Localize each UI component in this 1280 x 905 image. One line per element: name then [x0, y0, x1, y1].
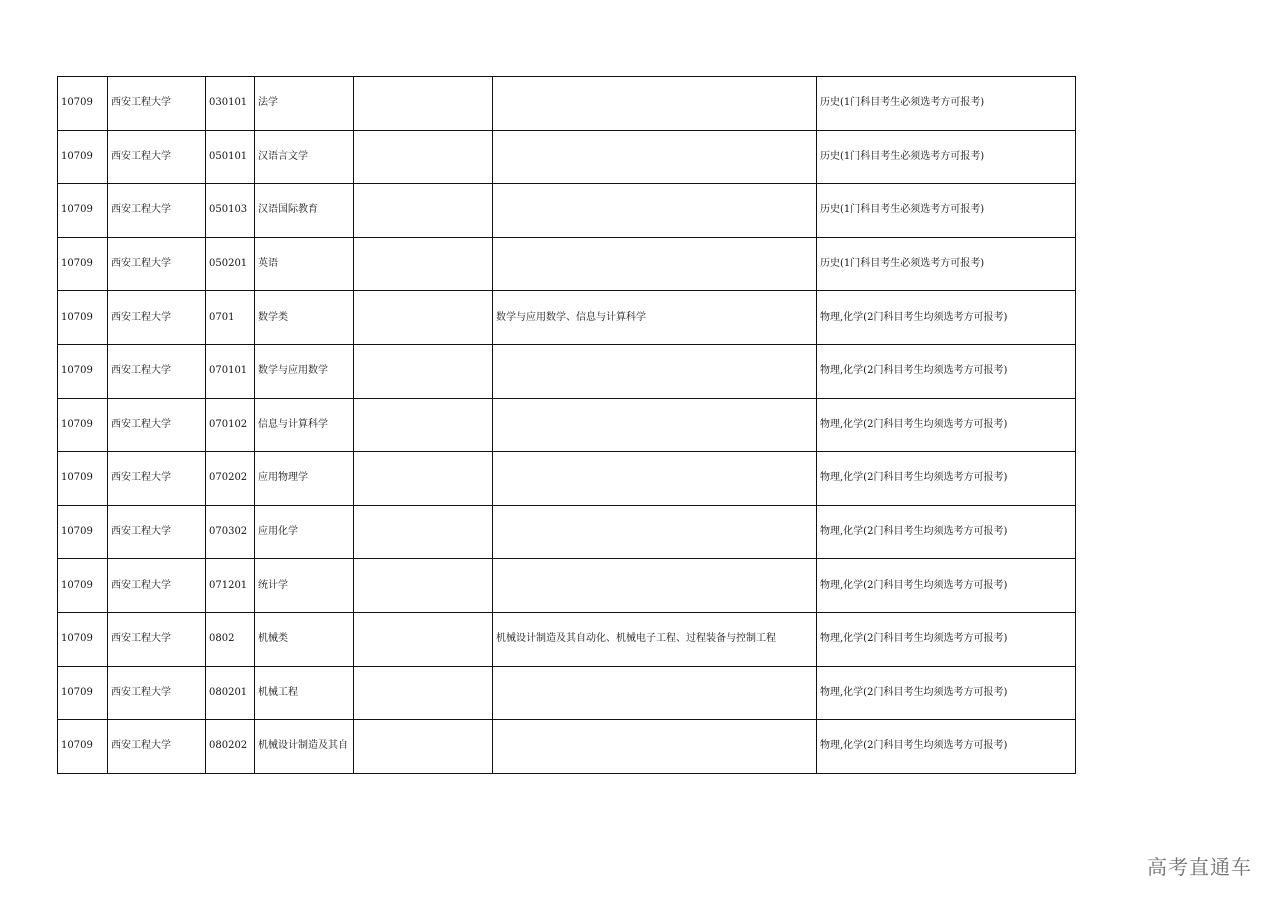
school-name-cell: 西安工程大学: [108, 612, 206, 666]
subject-requirement-cell: 物理,化学(2门科目考生均须选考方可报考): [817, 452, 1076, 506]
major-name-cell: 法学: [255, 77, 354, 131]
school-name-cell: 西安工程大学: [108, 130, 206, 184]
major-code-cell: 050101: [206, 130, 255, 184]
remark-cell: [354, 398, 493, 452]
major-name-cell: 应用化学: [255, 505, 354, 559]
major-name-cell: 信息与计算科学: [255, 398, 354, 452]
table-row: [58, 505, 1076, 559]
table-row: [58, 237, 1076, 291]
school-name-cell: 西安工程大学: [108, 720, 206, 774]
major-name-cell: 英语: [255, 237, 354, 291]
included-majors-cell: [493, 237, 817, 291]
table-row: [58, 291, 1076, 345]
included-majors-cell: [493, 398, 817, 452]
major-code-cell: 050103: [206, 184, 255, 238]
institution-code-cell: 10709: [58, 559, 108, 613]
school-name-cell: 西安工程大学: [108, 666, 206, 720]
subject-requirement-cell: 历史(1门科目考生必须选考方可报考): [817, 77, 1076, 131]
institution-code-cell: 10709: [58, 505, 108, 559]
included-majors-cell: [493, 184, 817, 238]
table-row: [58, 398, 1076, 452]
major-name-cell: 应用物理学: [255, 452, 354, 506]
remark-cell: [354, 666, 493, 720]
school-name-cell: 西安工程大学: [108, 237, 206, 291]
subject-requirements-table: [57, 76, 1076, 774]
included-majors-cell: [493, 559, 817, 613]
institution-code-cell: 10709: [58, 720, 108, 774]
subject-requirement-cell: 物理,化学(2门科目考生均须选考方可报考): [817, 612, 1076, 666]
remark-cell: [354, 559, 493, 613]
major-code-cell: 080202: [206, 720, 255, 774]
remark-cell: [354, 184, 493, 238]
table-body: [58, 77, 1076, 774]
subject-requirement-cell: 历史(1门科目考生必须选考方可报考): [817, 184, 1076, 238]
major-name-cell: 数学类: [255, 291, 354, 345]
school-name-cell: 西安工程大学: [108, 505, 206, 559]
school-name-cell: 西安工程大学: [108, 77, 206, 131]
remark-cell: [354, 505, 493, 559]
major-code-cell: 070101: [206, 344, 255, 398]
remark-cell: [354, 612, 493, 666]
major-name-cell: 汉语国际教育: [255, 184, 354, 238]
included-majors-cell: [493, 77, 817, 131]
subject-requirement-cell: 历史(1门科目考生必须选考方可报考): [817, 130, 1076, 184]
remark-cell: [354, 720, 493, 774]
included-majors-cell: 数学与应用数学、信息与计算科学: [493, 291, 817, 345]
institution-code-cell: 10709: [58, 612, 108, 666]
institution-code-cell: 10709: [58, 184, 108, 238]
included-majors-cell: [493, 452, 817, 506]
major-code-cell: 050201: [206, 237, 255, 291]
major-code-cell: 0802: [206, 612, 255, 666]
major-name-cell: 机械设计制造及其自: [255, 720, 354, 774]
major-code-cell: 070202: [206, 452, 255, 506]
table-row: [58, 612, 1076, 666]
subject-requirement-cell: 物理,化学(2门科目考生均须选考方可报考): [817, 559, 1076, 613]
major-code-cell: 070302: [206, 505, 255, 559]
table-row: [58, 77, 1076, 131]
major-name-cell: 机械工程: [255, 666, 354, 720]
major-name-cell: 汉语言文学: [255, 130, 354, 184]
major-code-cell: 070102: [206, 398, 255, 452]
institution-code-cell: 10709: [58, 130, 108, 184]
institution-code-cell: 10709: [58, 344, 108, 398]
included-majors-cell: [493, 720, 817, 774]
major-name-cell: 机械类: [255, 612, 354, 666]
included-majors-cell: [493, 130, 817, 184]
included-majors-cell: [493, 666, 817, 720]
institution-code-cell: 10709: [58, 237, 108, 291]
institution-code-cell: 10709: [58, 291, 108, 345]
school-name-cell: 西安工程大学: [108, 559, 206, 613]
included-majors-cell: [493, 344, 817, 398]
table-row: [58, 184, 1076, 238]
school-name-cell: 西安工程大学: [108, 184, 206, 238]
major-name-cell: 统计学: [255, 559, 354, 613]
table-row: [58, 344, 1076, 398]
subject-requirement-cell: 物理,化学(2门科目考生均须选考方可报考): [817, 666, 1076, 720]
included-majors-cell: 机械设计制造及其自动化、机械电子工程、过程装备与控制工程: [493, 612, 817, 666]
major-code-cell: 030101: [206, 77, 255, 131]
table-row: [58, 452, 1076, 506]
table-row: [58, 666, 1076, 720]
subject-requirement-cell: 物理,化学(2门科目考生均须选考方可报考): [817, 344, 1076, 398]
institution-code-cell: 10709: [58, 666, 108, 720]
school-name-cell: 西安工程大学: [108, 452, 206, 506]
remark-cell: [354, 237, 493, 291]
included-majors-cell: [493, 505, 817, 559]
institution-code-cell: 10709: [58, 398, 108, 452]
institution-code-cell: 10709: [58, 77, 108, 131]
major-code-cell: 0701: [206, 291, 255, 345]
subject-requirement-cell: 历史(1门科目考生必须选考方可报考): [817, 237, 1076, 291]
school-name-cell: 西安工程大学: [108, 291, 206, 345]
school-name-cell: 西安工程大学: [108, 398, 206, 452]
subject-requirement-cell: 物理,化学(2门科目考生均须选考方可报考): [817, 291, 1076, 345]
institution-code-cell: 10709: [58, 452, 108, 506]
remark-cell: [354, 452, 493, 506]
school-name-cell: 西安工程大学: [108, 344, 206, 398]
subject-requirement-cell: 物理,化学(2门科目考生均须选考方可报考): [817, 398, 1076, 452]
remark-cell: [354, 344, 493, 398]
table-row: [58, 559, 1076, 613]
major-code-cell: 080201: [206, 666, 255, 720]
table-row: [58, 130, 1076, 184]
remark-cell: [354, 130, 493, 184]
watermark-text: 高考直通车: [1147, 855, 1252, 879]
major-code-cell: 071201: [206, 559, 255, 613]
subject-requirement-cell: 物理,化学(2门科目考生均须选考方可报考): [817, 505, 1076, 559]
table-row: [58, 720, 1076, 774]
subject-requirement-cell: 物理,化学(2门科目考生均须选考方可报考): [817, 720, 1076, 774]
remark-cell: [354, 291, 493, 345]
remark-cell: [354, 77, 493, 131]
major-name-cell: 数学与应用数学: [255, 344, 354, 398]
